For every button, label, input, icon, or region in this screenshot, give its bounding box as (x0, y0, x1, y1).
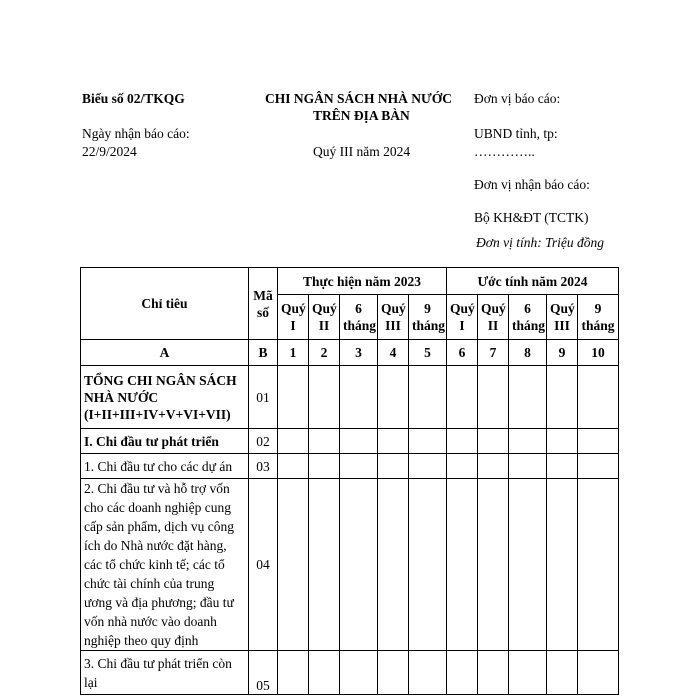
data-cell[interactable] (478, 479, 509, 651)
data-cell[interactable] (340, 366, 378, 429)
data-cell[interactable] (547, 651, 578, 695)
data-cell[interactable] (409, 366, 447, 429)
data-cell[interactable] (309, 429, 340, 454)
data-cell[interactable] (478, 429, 509, 454)
data-cell[interactable] (547, 479, 578, 651)
row-code: 03 (249, 454, 278, 479)
data-cell[interactable] (378, 429, 409, 454)
index-cell: 10 (578, 340, 619, 366)
form-code: Biểu số 02/TKQG (82, 91, 185, 106)
reporting-unit-dots: ………….. (474, 144, 535, 159)
index-cell: 2 (309, 340, 340, 366)
index-cell: 4 (378, 340, 409, 366)
data-cell[interactable] (309, 479, 340, 651)
data-cell[interactable] (447, 429, 478, 454)
index-cell: 8 (509, 340, 547, 366)
data-cell[interactable] (447, 479, 478, 651)
sub-header: 9 tháng (578, 295, 619, 340)
index-row (81, 340, 619, 366)
sub-header: Quý II (309, 295, 340, 340)
data-cell[interactable] (478, 651, 509, 695)
row-code: 02 (249, 429, 278, 454)
sub-header: Quý III (378, 295, 409, 340)
table-row (81, 651, 619, 695)
row-label: 2. Chi đầu tư và hỗ trợ vốn cho các doanh nghiệp cung cấp sản phẩm, dịch vụ công ích do Nhà nước đặt hàng, các tổ chức kinh tế; các tổ chức tài chính của trung ương và địa phương; đầu tư vốn nhà nước vào doanh nghiệp theo quy định (81, 479, 249, 651)
data-cell[interactable] (478, 454, 509, 479)
header-row-groups (81, 268, 619, 295)
index-cell: 5 (409, 340, 447, 366)
data-cell[interactable] (409, 454, 447, 479)
data-cell[interactable] (340, 429, 378, 454)
data-cell[interactable] (340, 454, 378, 479)
data-cell[interactable] (378, 366, 409, 429)
data-cell[interactable] (509, 454, 547, 479)
row-code: 04 (249, 479, 278, 651)
data-cell[interactable] (278, 429, 309, 454)
row-label: 1. Chi đầu tư cho các dự án (81, 454, 249, 479)
data-cell[interactable] (278, 366, 309, 429)
data-cell[interactable] (578, 366, 619, 429)
reporting-unit-label: Đơn vị báo cáo: (474, 91, 561, 106)
sub-header: Quý I (278, 295, 309, 340)
sub-header: Quý II (478, 295, 509, 340)
data-cell[interactable] (409, 479, 447, 651)
index-cell: B (249, 340, 278, 366)
group-estimate-header: Ước tính năm 2024 (447, 268, 619, 295)
page-title: CHI NGÂN SÁCH NHÀ NƯỚC (265, 91, 453, 106)
data-cell[interactable] (447, 454, 478, 479)
data-cell[interactable] (278, 651, 309, 695)
data-cell[interactable] (509, 651, 547, 695)
row-code: 05 (249, 651, 278, 695)
unit-label: Đơn vị tính: Triệu đồng (476, 235, 604, 250)
data-cell[interactable] (578, 454, 619, 479)
data-cell[interactable] (278, 454, 309, 479)
data-cell[interactable] (547, 366, 578, 429)
data-cell[interactable] (578, 429, 619, 454)
index-cell: 3 (340, 340, 378, 366)
report-period: Quý III năm 2024 (313, 144, 411, 159)
col-code-header: Mã số (249, 268, 278, 340)
data-cell[interactable] (578, 479, 619, 651)
budget-table (80, 267, 619, 695)
sub-header: 6 tháng (340, 295, 378, 340)
data-cell[interactable] (509, 479, 547, 651)
data-cell[interactable] (340, 479, 378, 651)
receive-date-label: Ngày nhận báo cáo: (82, 126, 190, 141)
data-cell[interactable] (447, 366, 478, 429)
sub-header: 9 tháng (409, 295, 447, 340)
index-cell: A (81, 340, 249, 366)
index-cell: 1 (278, 340, 309, 366)
data-cell[interactable] (278, 479, 309, 651)
row-label: 3. Chi đầu tư phát triển còn lại (81, 651, 249, 695)
receiving-unit-value: Bộ KH&ĐT (TCTK) (474, 210, 589, 225)
index-cell: 9 (547, 340, 578, 366)
table-row (81, 454, 619, 479)
data-cell[interactable] (547, 429, 578, 454)
data-cell[interactable] (478, 366, 509, 429)
row-label: TỔNG CHI NGÂN SÁCH NHÀ NƯỚC (I+II+III+IV+V+VI+VII) (81, 366, 249, 429)
sub-header: 6 tháng (509, 295, 547, 340)
data-cell[interactable] (309, 651, 340, 695)
data-cell[interactable] (509, 429, 547, 454)
data-cell[interactable] (340, 651, 378, 695)
page-title-line2: TRÊN ĐỊA BÀN (313, 108, 410, 123)
group-actual-header: Thực hiện năm 2023 (278, 268, 447, 295)
table-row (81, 479, 619, 651)
sub-header: Quý I (447, 295, 478, 340)
sub-header: Quý III (547, 295, 578, 340)
data-cell[interactable] (409, 429, 447, 454)
data-cell[interactable] (309, 366, 340, 429)
table-row (81, 429, 619, 454)
data-cell[interactable] (447, 651, 478, 695)
index-cell: 7 (478, 340, 509, 366)
data-cell[interactable] (547, 454, 578, 479)
data-cell[interactable] (378, 454, 409, 479)
data-cell[interactable] (409, 651, 447, 695)
data-cell[interactable] (309, 454, 340, 479)
table-row (81, 366, 619, 429)
data-cell[interactable] (378, 479, 409, 651)
receive-date-value: 22/9/2024 (82, 144, 137, 159)
index-cell: 6 (447, 340, 478, 366)
receiving-unit-label: Đơn vị nhận báo cáo: (474, 177, 590, 192)
data-cell[interactable] (509, 366, 547, 429)
reporting-unit-value: UBND tỉnh, tp: (474, 126, 558, 141)
row-code: 01 (249, 366, 278, 429)
data-cell[interactable] (578, 651, 619, 695)
row-label: I. Chi đầu tư phát triển (81, 429, 249, 454)
col-indicator-header: Chỉ tiêu (81, 268, 249, 340)
data-cell[interactable] (378, 651, 409, 695)
